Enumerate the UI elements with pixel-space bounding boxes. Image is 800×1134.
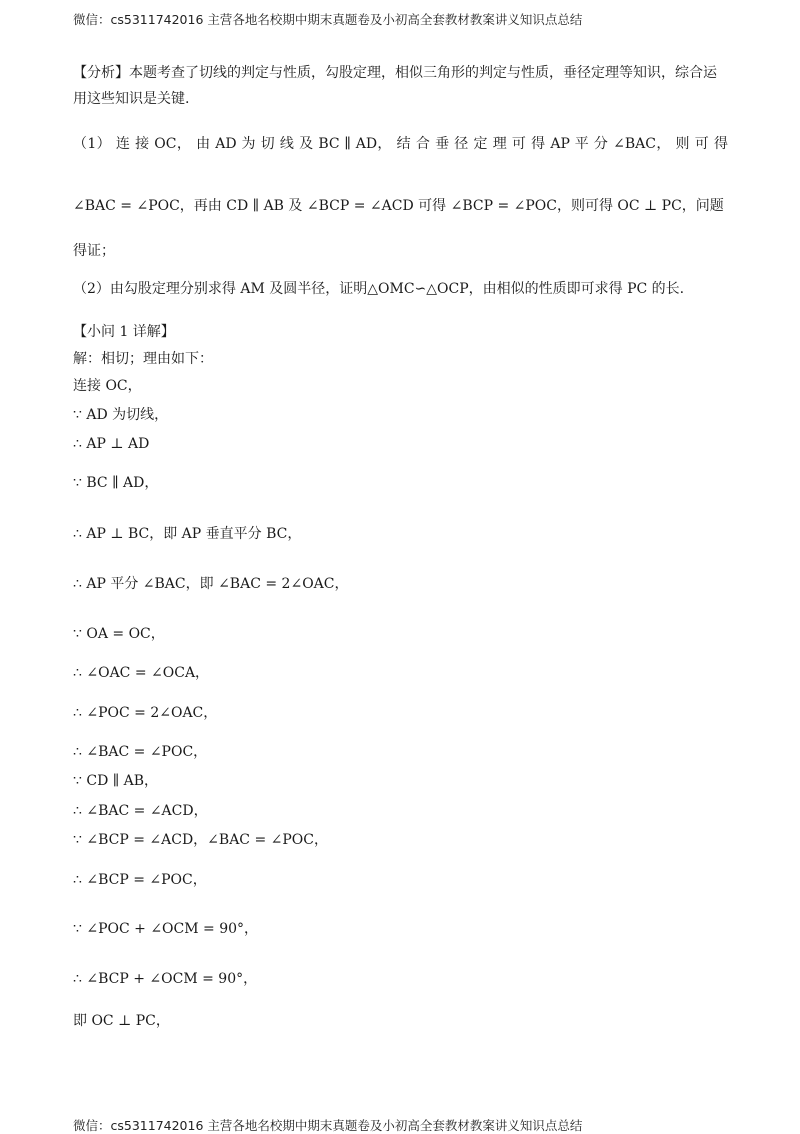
solution-line: ∴ ∠BAC = ∠POC，: [73, 744, 208, 760]
solution-line: ∴ ∠BCP = ∠POC，: [73, 872, 207, 888]
solution-line: ∵ ∠BCP = ∠ACD，∠BAC = ∠POC，: [73, 832, 328, 848]
analysis-part1-line1: （1） 连 接 OC， 由 AD 为 切 线 及 BC ∥ AD， 结 合 垂 径 定 理 可 得 AP 平 分 ∠BAC， 则 可 得: [73, 136, 728, 152]
solution-line: ∵ ∠POC + ∠OCM = 90°，: [73, 921, 259, 937]
solution-line: ∵ CD ∥ AB，: [73, 773, 159, 789]
solution-line: ∵ OA = OC，: [73, 626, 165, 642]
solution-line: ∴ AP ⊥ BC，即 AP 垂直平分 BC，: [73, 526, 302, 542]
solution-line: ∴ AP 平分 ∠BAC，即 ∠BAC = 2∠OAC，: [73, 576, 349, 592]
solution-line: 连接 OC，: [73, 378, 142, 394]
page-header: 微信：cs5311742016 主营各地名校期中期末真题卷及小初高全套教材教案讲义知识点总结: [73, 12, 583, 27]
solution-line: 解：相切；理由如下：: [73, 351, 213, 367]
solution-line: ∴ ∠OAC = ∠OCA，: [73, 665, 210, 681]
solution-title: 【小问 1 详解】: [73, 324, 175, 340]
solution-line: ∴ AP ⊥ AD: [73, 436, 150, 452]
analysis-part1-line3: 得证；: [73, 243, 115, 259]
analysis-part1-line2: ∠BAC = ∠POC，再由 CD ∥ AB 及 ∠BCP = ∠ACD 可得 ∠BCP = ∠POC，则可得 OC ⊥ PC，问题: [73, 198, 724, 214]
page-footer: 微信：cs5311742016 主营各地名校期中期末真题卷及小初高全套教材教案讲义知识点总结: [73, 1118, 583, 1133]
solution-line: ∴ ∠POC = 2∠OAC，: [73, 705, 218, 721]
solution-line: ∵ AD 为切线，: [73, 407, 169, 423]
solution-line: ∴ ∠BAC = ∠ACD，: [73, 803, 208, 819]
solution-line: ∴ ∠BCP + ∠OCM = 90°，: [73, 971, 258, 987]
solution-line: 即 OC ⊥ PC，: [73, 1013, 170, 1029]
analysis-part2: （2）由勾股定理分别求得 AM 及圆半径，证明△OMC∽△OCP，由相似的性质即可求得 PC 的长.: [73, 281, 685, 297]
analysis-paragraph-1: 【分析】本题考查了切线的判定与性质，勾股定理，相似三角形的判定与性质，垂径定理等知识，综合运用这些知识是关键.: [73, 65, 717, 107]
solution-line: ∵ BC ∥ AD，: [73, 475, 159, 491]
